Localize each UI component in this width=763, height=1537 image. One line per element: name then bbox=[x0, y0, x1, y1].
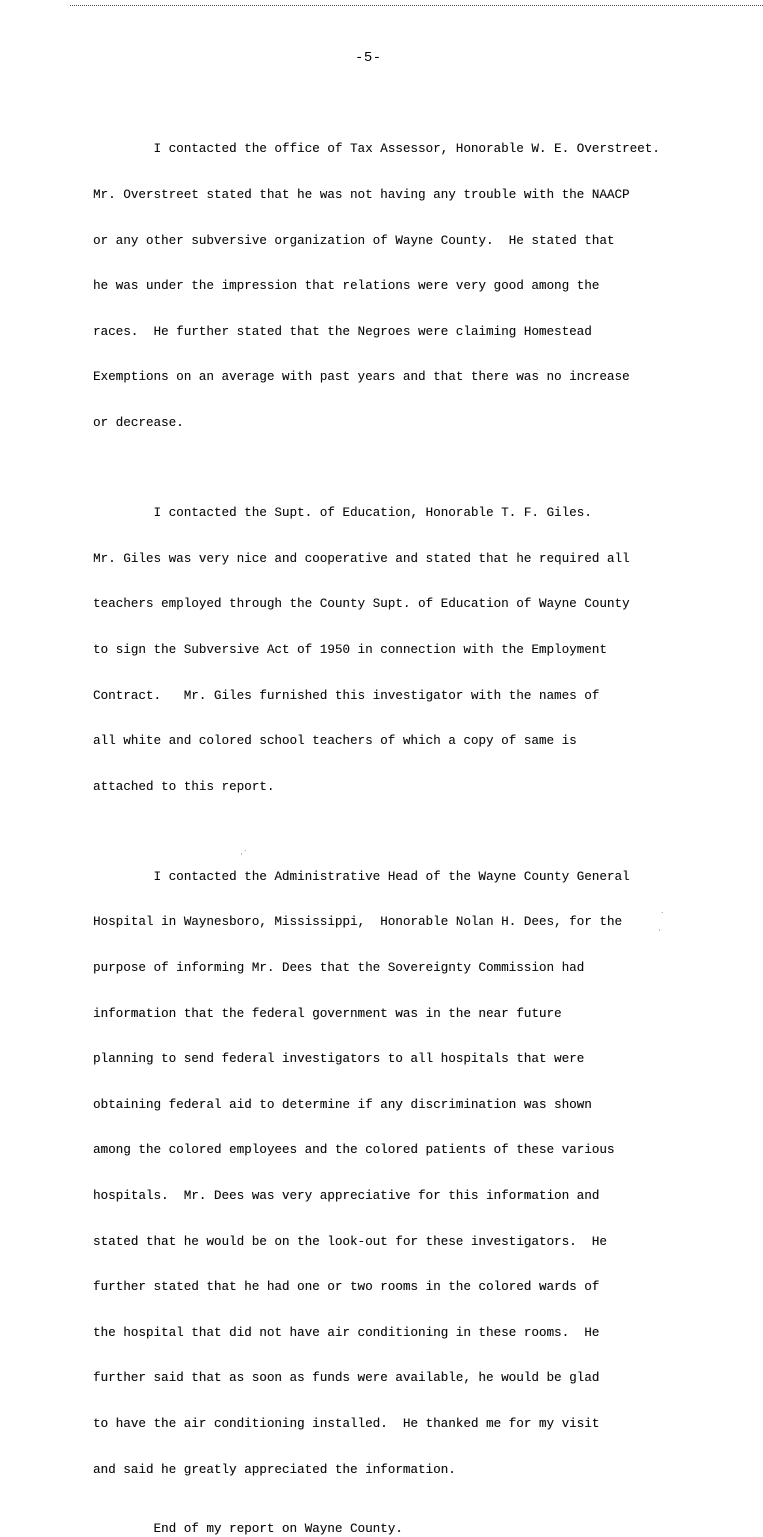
text-line: the hospital that did not have air conditioning in these rooms. He bbox=[93, 1325, 600, 1340]
text-line: all white and colored school teachers of which a copy of same is bbox=[93, 734, 577, 749]
text-line: to have the air conditioning installed. He thanked me for my visit bbox=[93, 1417, 600, 1432]
paragraph-hospital bbox=[93, 839, 753, 1508]
text-line: teachers employed through the County Supt. of Education of Wayne County bbox=[93, 597, 630, 612]
text-line: Exemptions on an average with past years and that there was no increase bbox=[93, 370, 630, 385]
text-line: races. He further stated that the Negroes were claiming Homestead bbox=[93, 324, 592, 339]
text-line: or decrease. bbox=[93, 416, 184, 431]
text-line: I contacted the office of Tax Assessor, Honorable W. E. Overstreet. bbox=[93, 142, 660, 157]
text-line: Hospital in Waynesboro, Mississippi, Honorable Nolan H. Dees, for the bbox=[93, 915, 623, 930]
closing-line: End of my report on Wayne County. bbox=[93, 1522, 403, 1537]
text-line: purpose of informing Mr. Dees that the Sovereignty Commission had bbox=[93, 960, 585, 975]
text-line: I contacted the Administrative Head of the Wayne County General bbox=[93, 869, 630, 884]
text-line: information that the federal government was in the near future bbox=[93, 1006, 562, 1021]
text-line: obtaining federal aid to determine if any discrimination was shown bbox=[93, 1097, 592, 1112]
text-line: hospitals. Mr. Dees was very appreciative for this information and bbox=[93, 1189, 600, 1204]
text-line: attached to this report. bbox=[93, 779, 275, 794]
text-line: among the colored employees and the colored patients of these various bbox=[93, 1143, 615, 1158]
report-body bbox=[93, 112, 753, 1537]
scan-speck: ˙ bbox=[660, 912, 665, 922]
top-edge-scan-artifact bbox=[70, 0, 763, 6]
text-line: or any other subversive organization of Wayne County. He stated that bbox=[93, 233, 615, 248]
text-line: planning to send federal investigators to all hospitals that were bbox=[93, 1052, 585, 1067]
paragraph-supt-education bbox=[93, 476, 753, 826]
text-line: he was under the impression that relations were very good among the bbox=[93, 279, 600, 294]
text-line: I contacted the Supt. of Education, Honorable T. F. Giles. bbox=[93, 506, 592, 521]
text-line: further said that as soon as funds were available, he would be glad bbox=[93, 1371, 600, 1386]
text-line: Mr. Giles was very nice and cooperative and stated that he required all bbox=[93, 551, 630, 566]
text-line: Contract. Mr. Giles furnished this investigator with the names of bbox=[93, 688, 600, 703]
scan-speck: · bbox=[658, 926, 661, 936]
text-line: and said he greatly appreciated the information. bbox=[93, 1462, 456, 1477]
text-line: to sign the Subversive Act of 1950 in connection with the Employment bbox=[93, 642, 607, 657]
text-line: Mr. Overstreet stated that he was not having any trouble with the NAACP bbox=[93, 188, 630, 203]
text-line: stated that he would be on the look-out for these investigators. He bbox=[93, 1234, 607, 1249]
scan-speck: ·˙ bbox=[240, 850, 248, 860]
page-number: -5- bbox=[355, 50, 382, 66]
paragraph-tax-assessor bbox=[93, 112, 753, 462]
text-line: further stated that he had one or two rooms in the colored wards of bbox=[93, 1280, 600, 1295]
